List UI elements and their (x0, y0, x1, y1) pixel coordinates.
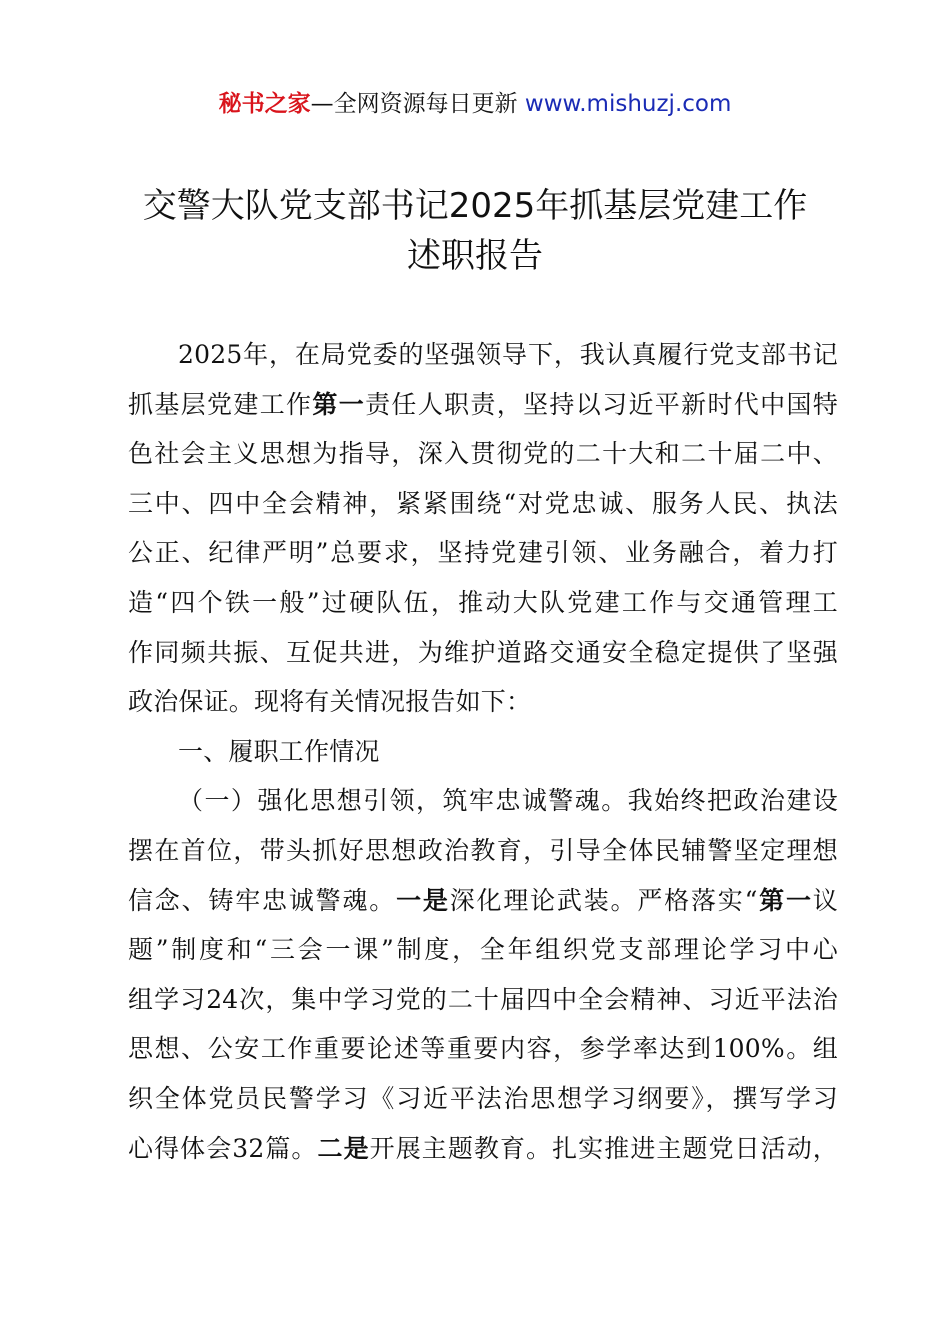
bold-text-run: 第一 (312, 389, 366, 419)
text-run: 深化理论武装。严格落实“ (449, 885, 758, 915)
site-url-link[interactable]: www.mishuzj.com (524, 91, 732, 117)
paragraph-line: 作同频共振、互促共进，为维护道路交通安全稳定提供了坚强 (128, 637, 838, 667)
paragraph-line: 造“四个铁一般”过硬队伍，推动大队党建工作与交通管理工 (128, 587, 838, 617)
paragraph-line: 色社会主义思想为指导，深入贯彻党的二十大和二十届二中、 (128, 439, 838, 469)
text-run: 责任人职责，坚持以习近平新时代中国特 (365, 389, 838, 419)
site-tagline: —全网资源每日更新 (310, 91, 518, 117)
paragraph-line (128, 1124, 838, 1174)
paragraph-line: 思想、公安工作重要论述等重要内容，参学率达到100%。组 (128, 1034, 838, 1064)
paragraph-line: 2025年，在局党委的坚强领导下，我认真履行党支部书记 (178, 340, 838, 369)
page-header (0, 86, 950, 122)
paragraph-line: 题”制度和“三会一课”制度，全年组织党支部理论学习中心 (128, 935, 838, 965)
paragraph-line: （一）强化思想引领，筑牢忠诚警魂。我始终把政治建设 (178, 786, 838, 816)
text-run: 抓基层党建工作 (128, 389, 313, 419)
bold-text-run: 二是 (317, 1133, 370, 1163)
paragraph-line: 公正、纪律严明”总要求，坚持党建引领、业务融合，着力打 (128, 538, 838, 568)
title-line-1: 交警大队党支部书记2025年抓基层党建工作 (142, 186, 808, 226)
text-run: 心得体会32篇。 (128, 1133, 318, 1163)
text-run: 开展主题教育。扎实推进主题党日活动， (369, 1133, 838, 1163)
paragraph-line (128, 380, 838, 430)
paragraph-line (128, 876, 838, 926)
document-body (128, 330, 838, 1173)
paragraph-line: 政治保证。现将有关情况报告如下： (128, 687, 532, 717)
section-heading: 一、履职工作情况 (178, 736, 380, 766)
text-run: 信念、铸牢忠诚警魂。 (128, 885, 397, 915)
paragraph-line: 摆在首位，带头抓好思想政治教育，引导全体民辅警坚定理想 (128, 835, 838, 865)
site-name: 秘书之家 (218, 91, 311, 117)
title-line-2: 述职报告 (407, 236, 543, 276)
paragraph-line: 织全体党员民警学习《习近平法治思想学习纲要》，撰写学习 (128, 1083, 838, 1113)
bold-text-run: 第一 (757, 885, 813, 915)
text-run: 议 (812, 885, 838, 915)
bold-text-run: 一是 (396, 885, 450, 915)
document-title (100, 181, 850, 281)
paragraph-line: 三中、四中全会精神，紧紧围绕“对党忠诚、服务人民、执法 (128, 488, 838, 518)
paragraph-line: 组学习24次，集中学习党的二十届四中全会精神、习近平法治 (128, 984, 838, 1014)
